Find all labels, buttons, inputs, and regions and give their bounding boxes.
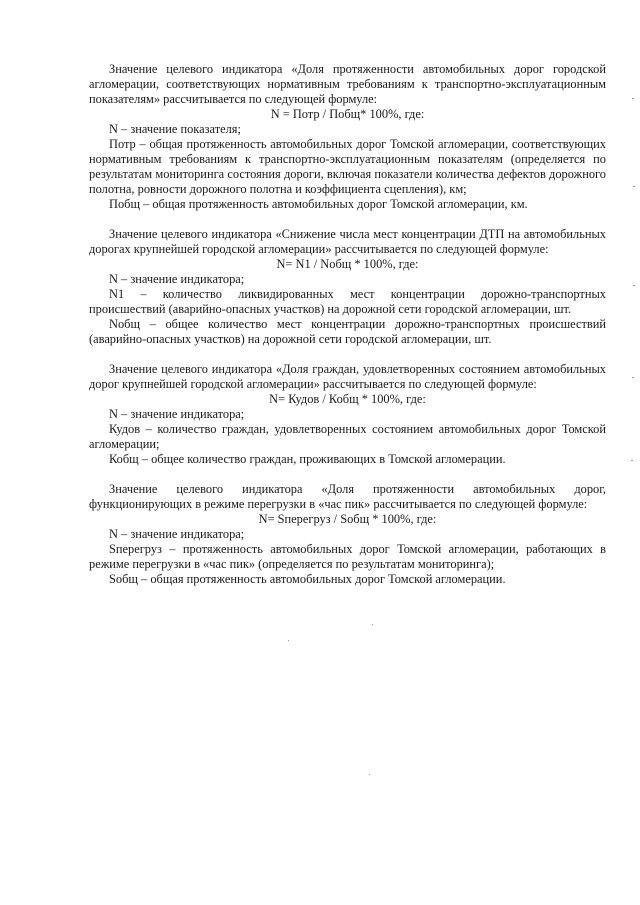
- definition-n: N – значение индикатора;: [109, 407, 245, 421]
- definition-n1: N1 – количество ликвидированных мест концентрации дорожно-транспортных происшествий (аварийно-опасных участков) на дорожной сети городской агломерации, шт.: [89, 287, 606, 316]
- definition-kobsch: Кобщ – общее количество граждан, проживающих в Томской агломерации.: [109, 452, 506, 466]
- indicator-formula: N= Sперегруз / Sобщ * 100%, где:: [258, 512, 437, 526]
- block-gap: [89, 347, 606, 362]
- scan-speck: [632, 98, 634, 99]
- scan-speck: [369, 774, 370, 775]
- scan-speck: [631, 460, 633, 461]
- indicator-block-accident-spots: [89, 227, 606, 347]
- definition-nobsch: Nобщ – общее количество мест концентрации дорожно-транспортных происшествий (аварийно-опасных участков) на дорожной сети городской агломерации, шт.: [89, 317, 606, 346]
- indicator-intro: Значение целевого индикатора «Доля протяженности автомобильных дорог городской агломерации, соответствующих нормативным требованиям к транспортно-эксплуатационным показателям» рассчитывается по следующей формуле:: [89, 62, 606, 106]
- scan-speck: [288, 640, 289, 641]
- definition-pobsch: Побщ – общая протяженность автомобильных дорог Томской агломерации, км.: [109, 197, 528, 211]
- indicator-formula: N= N1 / Nобщ * 100%, где:: [276, 257, 419, 271]
- definition-n: N – значение индикатора;: [109, 527, 245, 541]
- scan-speck: [633, 285, 635, 286]
- indicator-block-overload: [89, 482, 606, 587]
- block-gap: [89, 467, 606, 482]
- indicator-formula: N= Кудов / Кобщ * 100%, где:: [269, 392, 426, 406]
- definition-potr: Потр – общая протяженность автомобильных дорог Томской агломерации, соответствующих нормативным требованиям к транспортно-эксплуатационным показателям (определяется по результатам мониторинга состояния дороги, включая показатели количества дефектов дорожного полотна, ровности дорожного полотна и коэффициента сцепления), км;: [89, 137, 606, 196]
- indicator-formula: N = Потр / Побщ* 100%, где:: [270, 107, 425, 121]
- scan-speck: [632, 377, 634, 378]
- document-body: [89, 62, 606, 587]
- indicator-block-citizen-satisfaction: [89, 362, 606, 467]
- indicator-intro: Значение целевого индикатора «Снижение числа мест концентрации ДТП на автомобильных дорогах крупнейшей городской агломерации» рассчитывается по следующей формуле:: [89, 227, 606, 256]
- definition-n: N – значение показателя;: [109, 122, 241, 136]
- definition-sobsch: Sобщ – общая протяженность автомобильных дорог Томской агломерации.: [109, 572, 506, 586]
- scan-speck: [633, 186, 635, 187]
- definition-n: N – значение индикатора;: [109, 272, 245, 286]
- definition-kudov: Кудов – количество граждан, удовлетворенных состоянием автомобильных дорог Томской агломерации;: [89, 422, 606, 451]
- block-gap: [89, 212, 606, 227]
- indicator-block-road-compliance: [89, 62, 606, 212]
- indicator-intro: Значение целевого индикатора «Доля протяженности автомобильных дорог, функционирующих в режиме перегрузки в «час пик» рассчитывается по следующей формуле:: [89, 482, 606, 511]
- scan-speck: [372, 624, 373, 625]
- indicator-intro: Значение целевого индикатора «Доля граждан, удовлетворенных состоянием автомобильных дорог крупнейшей городской агломерации» рассчитывается по следующей формуле:: [89, 362, 606, 391]
- definition-sperегruz: Sперегруз – протяженность автомобильных дорог Томской агломерации, работающих в режиме перегрузки в «час пик» (определяется по результатам мониторинга);: [89, 542, 606, 571]
